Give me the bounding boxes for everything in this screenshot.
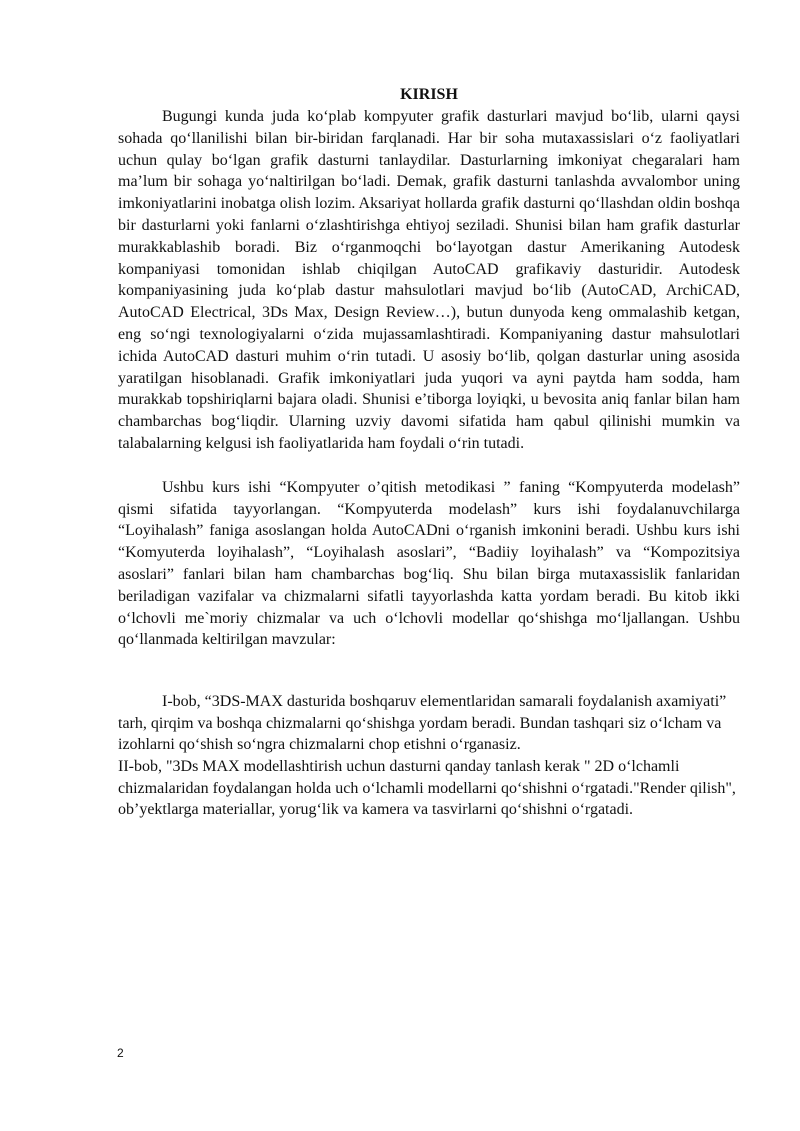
chapter-2-description: II-bob, "3Ds MAX modellashtirish uchun dasturni qanday tanlash kerak " 2D o‘lchamli chizmalaridan foydalangan holda uch o‘lchamli modellarni qo‘shishni o‘rgatadi."Render qilish", ob’yektlarga materiallar, yorug‘lik va kamera va tasvirlarni qo‘shishni o‘rgatadi. [118,757,736,819]
page-number: 2 [117,1046,124,1060]
intro-paragraph: Bugungi kunda juda ko‘plab kompyuter grafik dasturlari mavjud bo‘lib, ularni qaysi sohada qo‘llanilishi bilan bir-biridan farqlanadi. Har bir soha mutaxassislari o‘z faoliyatlari uchun qulay bo‘lgan grafik dasturni tanlaydilar. Dasturlarning imkoniyat chegaralari ham ma’lum bir sohaga yo‘naltirilgan bo‘ladi. Demak, grafik dasturni tanlashda avvalombor uning imkoniyatlarini inobatga olish lozim. Aksariyat hollarda grafik dasturni qo‘llashdan oldin boshqa bir dasturlarni yoki fanlarni o‘zlashtirishga ehtiyoj seziladi. Shunisi bilan ham grafik dasturlar murakkablashib boradi. Biz o‘rganmoqchi bo‘layotgan dastur Amerikaning Autodesk kompaniyasi tomonidan ishlab chiqilgan AutoCAD grafikaviy dasturidir. Autodesk kompaniyasining juda ko‘plab dastur mahsulotlari mavjud bo‘lib (AutoCAD, ArchiCAD, AutoCAD Electrical, 3Ds Max, Design Review…), butun dunyoda keng ommalashib ketgan, eng so‘ngi texnologiyalarni o‘zida mujassamlashtiradi. Kompaniyaning dastur mahsulotlari ichida AutoCAD dasturi muhim o‘rin tutadi. U asosiy bo‘lib, qolgan dasturlar uning asosida yaratilgan hisoblanadi. Grafik imkoniyatlari juda yuqori va ayni paytda ham sodda, ham murakkab topshiriqlarni bajara oladi. Shunisi e’tiborga loyiqki, u bevosita aniq fanlar bilan ham chambarchas bog‘liqdir. Ularning uzviy davomi sifatida ham qabul qilinishi mumkin va talabalarning kelgusi ish faoliyatlarida ham foydali o‘rin tutadi. [118,108,740,452]
paragraph-spacer [118,455,740,477]
document-body [118,85,740,821]
chapter-1-description: I-bob, “3DS-MAX dasturida boshqaruv elementlaridan samarali foydalanish axamiyati” tarh, qirqim va boshqa chizmalarni qo‘shishga yordam beradi. Bundan tashqari siz o‘lcham va izohlarni qo‘shish so‘ngra chizmalarni chop etishni o‘rganasiz. [118,693,727,754]
section-title: KIRISH [400,86,458,103]
course-paragraph: Ushbu kurs ishi “Kompyuter o’qitish metodikasi ” faning “Kompyuterda modelash” qismi sifatida tayyorlangan. “Kompyuterda modelash” kurs ishi foydalanuvchilarga “Loyihalash” faniga asoslangan holda AutoCADni o‘rganish imkonini beradi. Ushbu kurs ishi “Komyuterda loyihalash”, “Loyihalash asoslari”, “Badiiy loyihalash” va “Kompozitsiya asoslari” fanlari bilan ham chambarchas bog‘liq. Shu bilan birga mutaxassislik fanlaridan beriladigan vazifalar va chizmalarni sifatli tayyorlashda katta yordam beradi. Bu kitob ikki o‘lchovli me`moriy chizmalar va uch o‘lchovli modellar qo‘shishga mo‘ljallangan. Ushbu qo‘llanmada keltirilgan mavzular: [118,478,740,649]
paragraph-spacer [118,651,740,691]
